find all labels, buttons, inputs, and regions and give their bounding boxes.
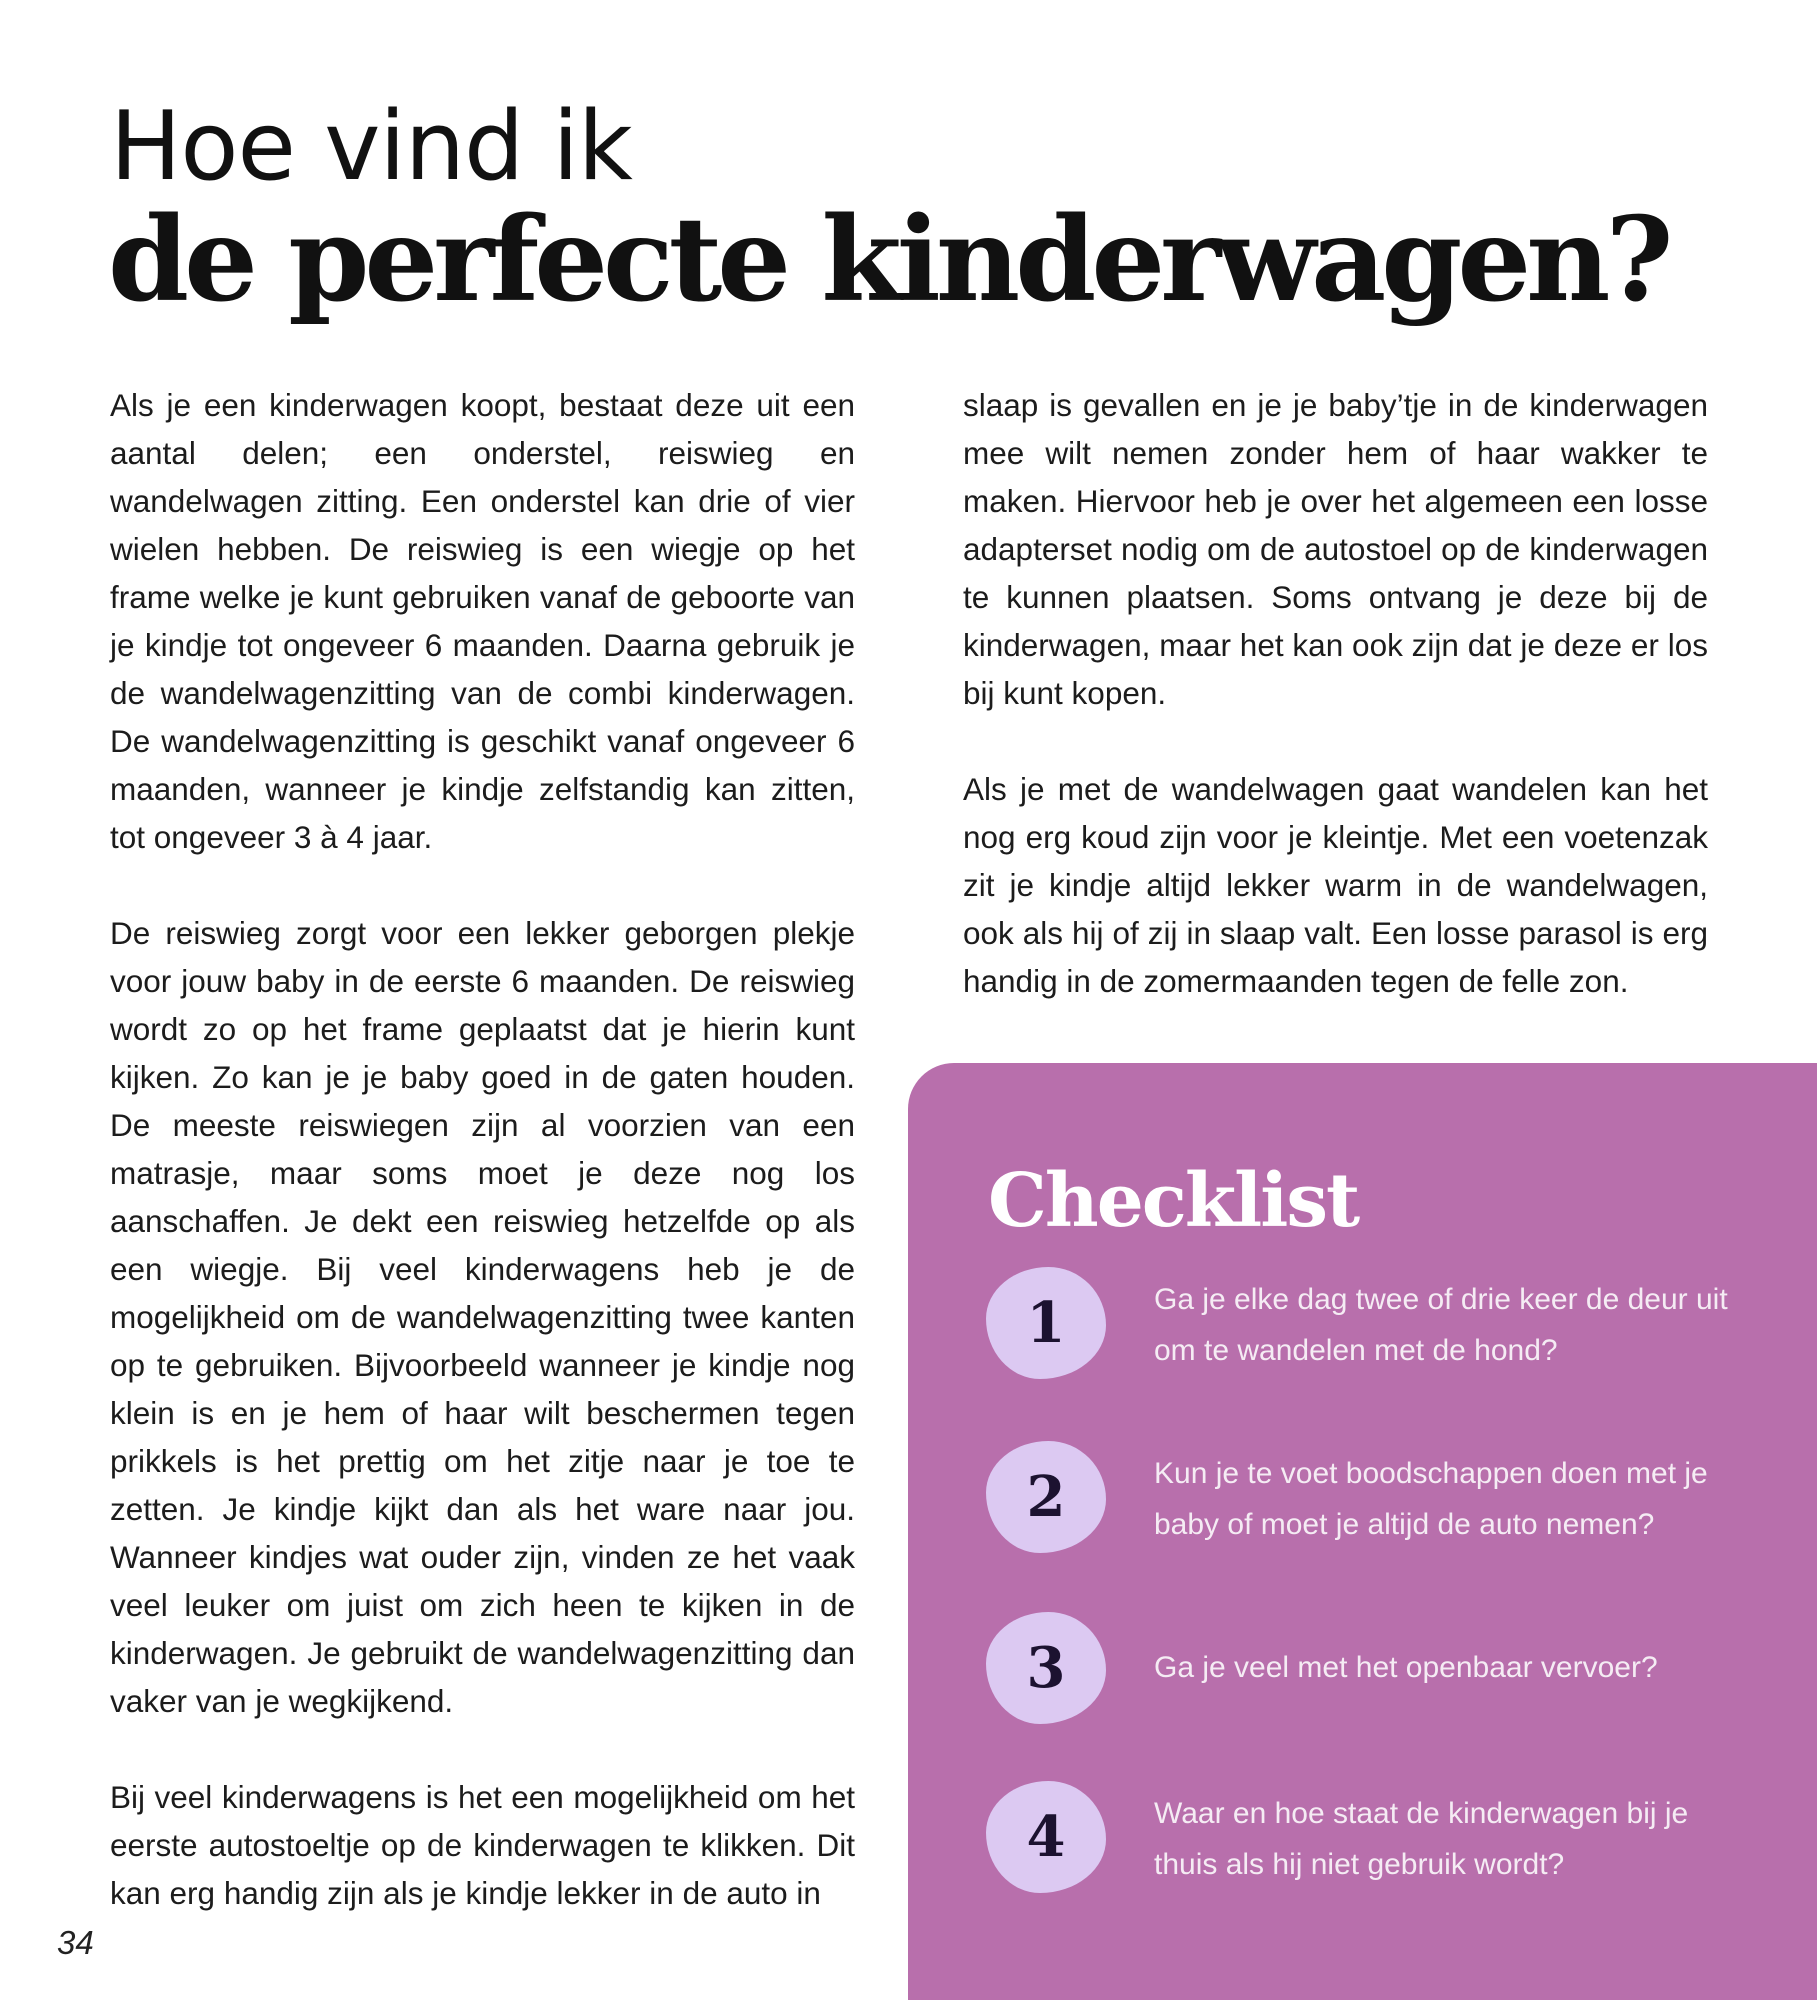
number-badge: 4 [986,1781,1106,1893]
checklist-item [986,1441,1766,1561]
paragraph: slaap is gevallen en je je baby’tje in de kinderwagen mee wilt nemen zonder hem of haar wakker te maken. Hiervoor heb je over het algemeen een losse adapterset nodig om de autostoel op de kinderwagen te kunnen plaatsen. Soms ontvang je deze bij de kinderwagen, maar het kan ook zijn dat je deze er los bij kunt kopen. [963,387,1708,711]
checklist-item [986,1267,1766,1387]
number-badge: 2 [986,1441,1106,1553]
paragraph: Als je een kinderwagen koopt, bestaat deze uit een aantal delen; een onderstel, reiswieg en wandelwagen zitting. Een onderstel kan drie of vier wielen hebben. De reiswieg is een wiegje op het frame welke je kunt gebruiken vanaf de geboorte van je kindje tot ongeveer 6 maanden. Daarna gebruik je de wandelwagenzitting van de combi kinderwagen. De wandelwagenzitting is geschikt vanaf ongeveer 6 maanden, wanneer je kindje zelfstandig kan zitten, tot ongeveer 3 à 4 jaar. [110,387,855,855]
checklist-item-text: Waar en hoe staat de kinderwagen bij je thuis als hij niet gebruik wordt? [1154,1797,1689,1881]
checklist-item-text: Kun je te voet boodschappen doen met je baby of moet je altijd de auto nemen? [1154,1457,1708,1541]
paragraph: Bij veel kinderwagens is het een mogelijkheid om het eerste autostoeltje op de kinderwagen te klikken. Dit kan erg handig zijn als je kindje lekker in de auto in [110,1779,855,1911]
checklist-item [986,1612,1766,1732]
checklist-item-text: Ga je elke dag twee of drie keer de deur uit om te wandelen met de hond? [1154,1283,1728,1367]
right-column [963,381,1708,1053]
checklist-title: Checklist [988,1158,1359,1244]
checklist-panel [908,1063,1817,2000]
page-number: 34 [57,1924,94,1961]
title-line-1: Hoe vind ik [110,92,632,202]
title-line-2: de perfecte kinderwagen? [108,192,1669,328]
checklist-item [986,1781,1766,1901]
paragraph: De reiswieg zorgt voor een lekker geborgen plekje voor jouw baby in de eerste 6 maanden. De reiswieg wordt zo op het frame geplaatst dat je hierin kunt kijken. Zo kan je je baby goed in de gaten houden. De meeste reiswiegen zijn al voorzien van een matrasje, maar soms moet je deze nog los aanschaffen. Je dekt een reiswieg hetzelfde op als een wiegje. Bij veel kinderwagens heb je de mogelijkheid om de wandelwagenzitting twee kanten op te gebruiken. Bijvoorbeeld wanneer je kindje nog klein is en je hem of haar wilt beschermen tegen prikkels is het prettig om het zitje naar je toe te zetten. Je kindje kijkt dan als het ware naar jou. Wanneer kindjes wat ouder zijn, vinden ze het vaak veel leuker om juist om zich heen te kijken in de kinderwagen. Je gebruikt de wandelwagenzitting dan vaker van je wegkijkend. [110,915,855,1719]
number-badge: 3 [986,1612,1106,1724]
checklist-item-text: Ga je veel met het openbaar vervoer? [1154,1651,1658,1684]
number-badge: 1 [986,1267,1106,1379]
paragraph: Als je met de wandelwagen gaat wandelen kan het nog erg koud zijn voor je kleintje. Met een voetenzak zit je kindje altijd lekker warm in de wandelwagen, ook als hij of zij in slaap valt. Een losse parasol is erg handig in de zomermaanden tegen de felle zon. [963,771,1708,999]
left-column [110,381,855,1965]
